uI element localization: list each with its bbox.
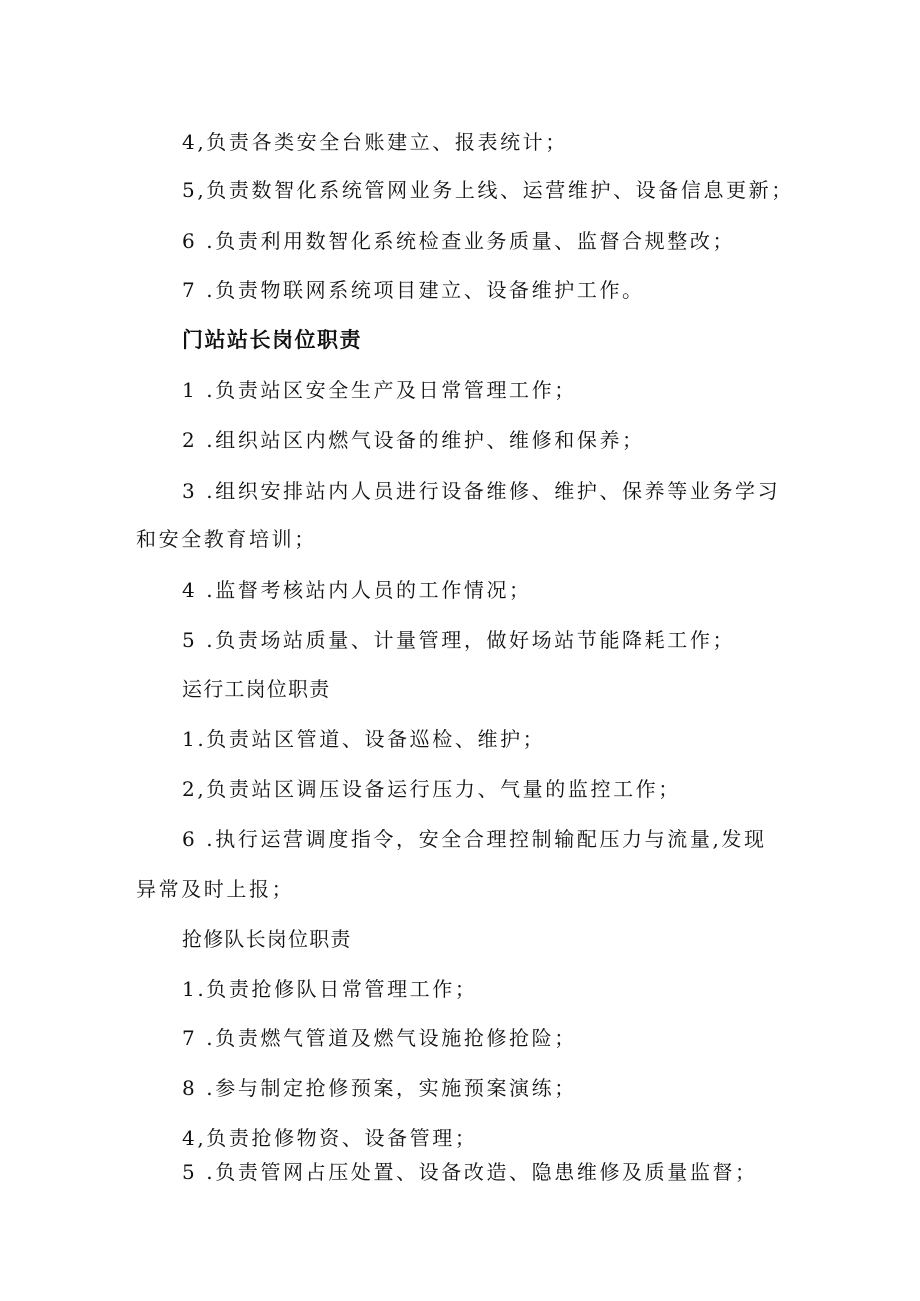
text-line: 4,负责抢修物资、设备管理； (182, 1126, 478, 1150)
text-line: 1.负责抢修队日常管理工作； (182, 977, 478, 1001)
text-line: 5,负责数智化系统管网业务上线、运营维护、设备信息更新； (182, 178, 794, 202)
text-line: 5 .负责管网占压处置、设备改造、隐患维修及质量监督； (182, 1160, 758, 1184)
text-line: 5 .负责场站质量、计量管理，做好场站节能降耗工作； (182, 628, 736, 652)
section-heading: 抢修队长岗位职责 (182, 927, 352, 951)
section-heading: 门站站长岗位职责 (182, 328, 362, 352)
text-line: 异常及时上报； (136, 877, 295, 901)
text-line: 4,负责各类安全台账建立、报表统计； (182, 130, 568, 154)
text-line: 6 .执行运营调度指令，安全合理控制输配压力与流量,发现 (182, 827, 767, 851)
text-line: 7 .负责物联网系统项目建立、设备维护工作。 (182, 278, 645, 302)
text-line: 2,负责站区调压设备运行压力、气量的监控工作； (182, 777, 681, 801)
text-line: 3 .组织安排站内人员进行设备维修、维护、保养等业务学习 (182, 479, 781, 503)
text-line: 8 .参与制定抢修预案，实施预案演练； (182, 1076, 577, 1100)
text-line: 6 .负责利用数智化系统检查业务质量、监督合规整改； (182, 229, 736, 253)
text-line: 4 .监督考核站内人员的工作情况； (182, 578, 532, 602)
text-line: 和安全教育培训； (136, 527, 317, 551)
text-line: 1.负责站区管道、设备巡检、维护； (182, 727, 546, 751)
text-line: 1 .负责站区安全生产及日常管理工作； (182, 378, 577, 402)
text-line: 2 .组织站区内燃气设备的维护、维修和保养； (182, 428, 645, 452)
section-heading: 运行工岗位职责 (182, 677, 331, 701)
text-line: 7 .负责燃气管道及燃气设施抢修抢险； (182, 1026, 577, 1050)
